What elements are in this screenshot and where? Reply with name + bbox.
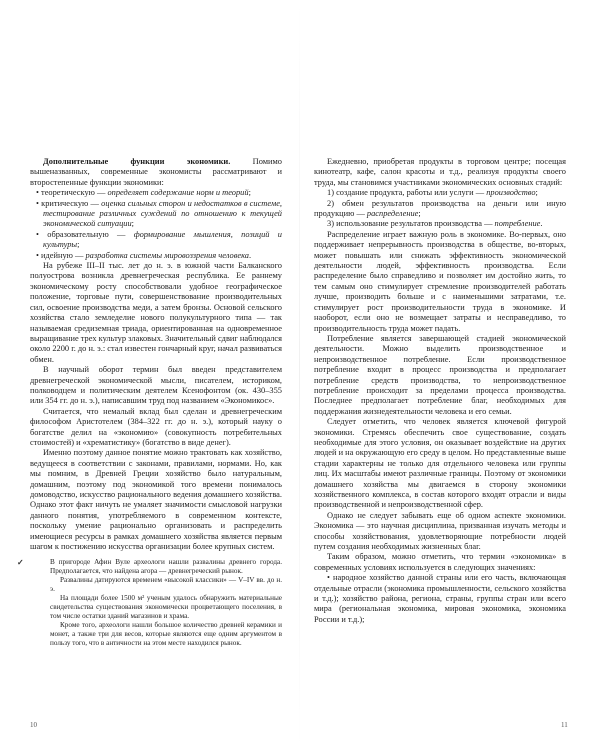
check-mark-icon: ✓ <box>17 558 24 568</box>
paragraph: Потребление является завершающей стадией экономической деятельности. Можно выделить производственное и непроизводственное потребление. Если производственное потребление входит в процесс производства и предполагает потребление средств производства, то непроизводственное потребление происходит за пределами процесса производства. Последнее предполагает потребление благ, необходимых для поддержания жизнедеятельности человека и его семьи. <box>314 333 566 416</box>
note-paragraph: Кроме того, археологи нашли большое количество древней керамики и монет, а также три для весов, которые являются еще одним аргументом в пользу того, что в античности на этом месте находился рынок. <box>50 621 282 648</box>
list-item: • критическую — оценка сильных сторон и недостатков в системе, тестирование различных суждений по отношению к текущей экономической ситуации; <box>36 198 283 229</box>
paragraph: На рубеже III–II тыс. лет до н. э. в южной части Балканского полуострова возникла древнегреческая республика. Ее раннему экономическому росту способствовали удобное географическое положение, торговые пути, совершенствование производительных сил, освоение производства меди, а затем бронзы. Основой сельского хозяйства стало земледелие нового полукультурного типа — так называемая средиземная триада, ориентированная на одновременное выращивание трех культур злаковых. Значительный сдвиг наблюдался около 2200 г. до н. э.: стал известен гончарный круг, начал развиваться обмен. <box>30 261 282 364</box>
paragraph: Именно поэтому данное понятие можно трактовать как хозяйство, ведущееся в соответствии с законами, правилами, нормами. Но, как мы помним, в Древней Греции хозяйство было натуральным, домашним, поэтому под экономикой того времени понималось домоводство, искусство рационального ведения домашнего хозяйства. Однако этот факт ничуть не умаляет значимости смысловой нагрузки данного понятия, употребляемого в современном контексте, поскольку умение рационально организовать и распределить имеющиеся ресурсы в рамках домашнего хозяйства является первым шагом к постижению искусства организации более крупных систем. <box>30 448 282 552</box>
stage-item: 1) создание продукта, работы или услуги — производство; <box>327 188 538 198</box>
note-paragraph: Развалины датируются временем «высокой классики» — V–IV вв. до н. э. <box>50 576 282 594</box>
paragraph: Ежедневно, приобретая продукты в торговом центре; посещая кинотеатр, кафе, салон красоты и т.д., реализуя продукты своего труда, мы становимся участниками экономических основных стадий: <box>314 157 566 187</box>
list-item: • образовательную — формирование мышления, позиций и культуры; <box>36 229 282 250</box>
paragraph: Следует отметить, что человек является ключевой фигурой экономики. Стремясь обеспечить свое существование, создать необходимые для этого условия, он оказывает воздействие на других людей и на окружающую его среду в целом. Но представленные выше стадии характерны не только для отдельного человека или группы лиц. Их масштабы имеют различные границы. Поэтому от экономики домашнего хозяйства мы двигаемся в сторону экономики хозяйственного комплекса, в состав которого входят отрасли и виды производственной и непроизводственной сфер. <box>314 417 566 510</box>
list-item: • теоретическую — определяет содержание норм и теорий; <box>36 188 251 198</box>
left-page-text <box>17 157 283 648</box>
note-paragraph: На площади более 1500 м² ученым удалось обнаружить материальные свидетельства существования экономически процветающего поселения, в том числе остатки зданий магазинов и храма. <box>50 594 282 621</box>
list-item: • народное хозяйство данной страны или его часть, включающая отдельные отрасли (экономика промышленности, сельского хозяйства и т.д.); хозяйство района, региона, страны, группы стран или всего мира (региональная экономика, мировая экономика, экономика России и т.д.); <box>314 573 566 624</box>
paragraph: Таким образом, можно отметить, что термин «экономика» в современных условиях используется в следующих значениях: <box>314 552 566 572</box>
section-intro: Дополнительные функции экономики. Помимо вышеназванных, современные экономисты рассматривают и второстепенные функции экономики: <box>30 157 282 187</box>
page-number: 10 <box>30 721 37 729</box>
side-note <box>17 558 282 648</box>
paragraph: Считается, что немалый вклад был сделан и древнегреческим философом Аристотелем (384–322 гг. до н. э.), который науку о богатстве делил на «экономию» (совокупность потребительных стоимостей) и «хрематистику» (богатство в виде денег). <box>30 406 282 447</box>
stage-item: 2) обмен результатов производства на деньги или иную продукцию — распределение; <box>314 198 566 219</box>
paragraph: Однако не следует забывать еще об одном аспекте экономики. Экономика — это научная дисциплина, призванная изучать методы и способы хозяйствования, удовлетворяющие потребности людей путем создания необходимых жизненных благ. <box>314 510 566 552</box>
right-page-text <box>314 157 566 625</box>
stage-item: 3) использование результатов производства — потребление. <box>327 219 543 229</box>
note-paragraph: ✓ В пригороде Афин Вуле археологи нашли развалины древнего города. Предполагается, что найдена агора — древнегреческий рынок. <box>17 558 282 576</box>
list-item: • идейную — разработка системы мировоззрения человека. <box>36 250 252 260</box>
paragraph: Распределение играет важную роль в экономике. Во-первых, оно поддерживает непрерывность производства в обществе, во-вторых, может повышать или снижать эффективность экономической деятельности людей, эффективность производства. Если распределение было справедливо и позволяет им достойно жить, то тем самым оно стимулирует стремление производителей работать лучше, производить больше и с наименьшими затратами, т.е. стимулирует рост производительности труда в экономике. И наоборот, если оно не возмещает затраты и несправедливо, то производительность труда может падать. <box>314 229 566 333</box>
section-heading: Дополнительные функции экономики. <box>43 157 231 166</box>
page-number: 11 <box>561 721 568 729</box>
paragraph: В научный оборот термин был введен представителем древнегреческой экономической мысли, писателем, историком, полководцем и политическим деятелем Ксенофонтом (ок. 430–355 или 354 гг. до н. э.), написавшим труд под названием «Экономикос». <box>30 365 282 406</box>
page-gutter <box>299 0 300 750</box>
